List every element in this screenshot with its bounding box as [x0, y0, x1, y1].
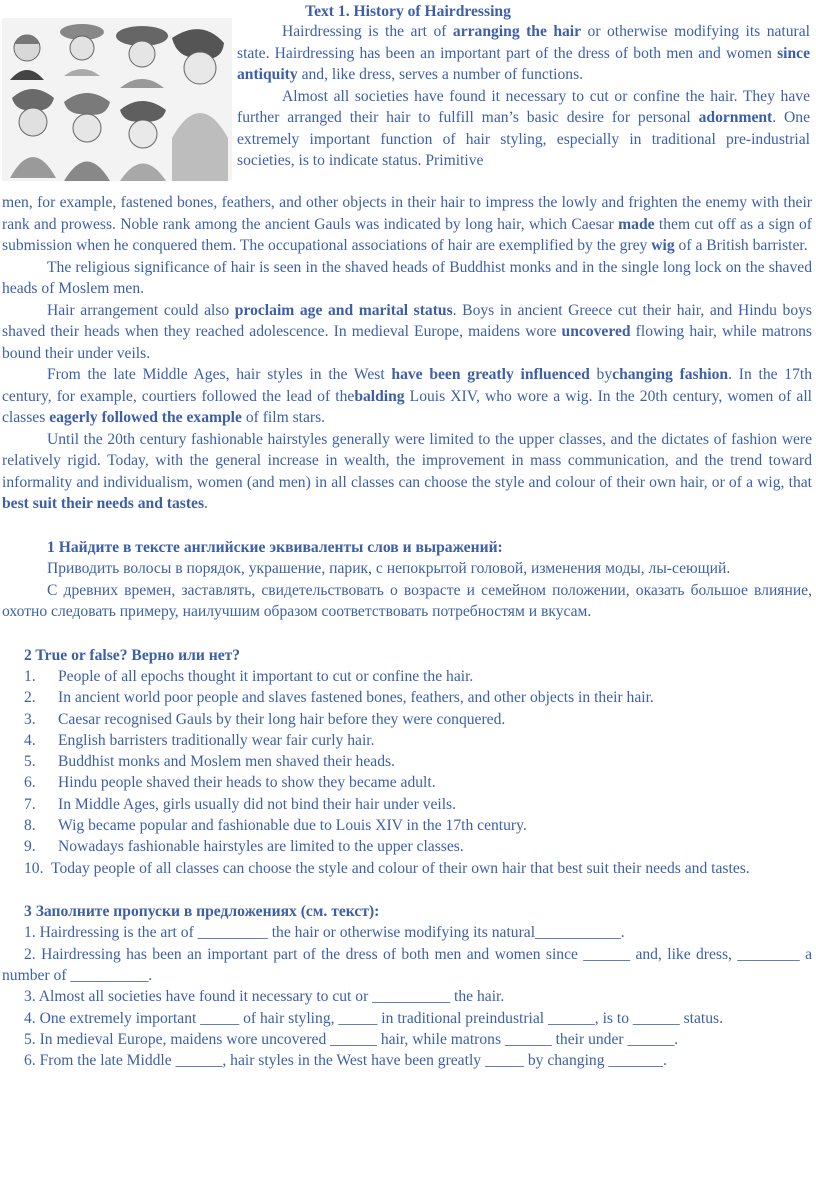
task-1-line-2: С древних времен, заставлять, свидетельствовать о возрасте и семейном положении, оказать большое влияние, охотно следовать примеру, наилучшим образом соответствовать потребностям и вкусам.: [2, 581, 812, 620]
list-item: 5. Buddhist monks and Moslem men shaved their heads.: [24, 753, 395, 771]
paragraph-4: Hair arrangement could also proclaim age and marital status. Boys in ancient Greece cut their hair, and Hindu boys shaved their heads when they reached adolescence. In medieval Europe, maidens wore uncovered flowing hair, while matrons bound their under veils.: [2, 301, 812, 362]
task-2-heading: 2 True or false? Верно или нет?: [24, 646, 241, 664]
task-3-heading: 3 Заполните пропуски в предложениях (см. текст):: [24, 902, 380, 920]
list-item: 5. In medieval Europe, maidens wore uncovered ______ hair, while matrons ______ their under ______.: [24, 1030, 679, 1048]
list-item: 4. One extremely important _____ of hair styling, _____ in traditional preindustrial ______, is to ______ status.: [24, 1009, 724, 1027]
list-item: 9. Nowadays fashionable hairstyles are limited to the upper classes.: [24, 838, 464, 856]
paragraph-1: Hairdressing is the art of arranging the hair or otherwise modifying its natural state. Hairdressing has been an important part of the dress of both men and women since antiquity and, like dress, serves a number of functions.: [237, 23, 811, 83]
list-item: 3. Caesar recognised Gauls by their long hair before they were conquered.: [24, 710, 506, 728]
task-3-list: [2, 922, 812, 1071]
list-item: 4. English barristers traditionally wear fair curly hair.: [24, 731, 375, 749]
paragraph-2: Almost all societies have found it necessary to cut or confine the hair. They have further arranged their hair to fulfill man’s basic desire for personal adornment. One extremely important function of hair styling, especially in traditional pre-industrial societies, is to indicate status. Primitive: [237, 87, 811, 169]
task-2-list: [2, 666, 812, 879]
list-item: 10. Today people of all classes can choose the style and colour of their own hair that best suit their needs and tastes.: [24, 859, 750, 877]
text-wrapped-column: [237, 21, 810, 172]
list-item: 1. People of all epochs thought it important to cut or confine the hair.: [24, 668, 474, 685]
paragraph-5: From the late Middle Ages, hair styles in the West have been greatly influenced bychanging fashion. In the 17th century, for example, courtiers followed the lead of thebalding Louis XIV, who wore a wig. In the 20th century, women of all classes eagerly followed the example of film stars.: [2, 366, 813, 426]
hairstyles-illustration: [2, 18, 232, 181]
list-item: 1. Hairdressing is the art of _________ the hair or otherwise modifying its natural___________.: [24, 924, 625, 942]
list-item: 3. Almost all societies have found it necessary to cut or __________ the hair.: [24, 988, 505, 1006]
paragraph-3: The religious significance of hair is seen in the shaved heads of Buddhist monks and in the single long lock on the shaved heads of Moslem men.: [2, 258, 812, 297]
list-item: 8. Wig became popular and fashionable due to Louis XIV in the 17th century.: [24, 817, 527, 835]
list-item: 6. From the late Middle ______, hair styles in the West have been greatly _____ by changing _______.: [24, 1052, 667, 1070]
task-1-heading: 1 Найдите в тексте английские эквиваленты слов и выражений:: [47, 538, 503, 556]
list-item: 7. In Middle Ages, girls usually did not bind their hair under veils.: [24, 795, 457, 813]
list-item: 2. Hairdressing has been an important part of the dress of both men and women since ______ and, like dress, ________ a number of __________.: [2, 945, 812, 985]
paragraph-6: Until the 20th century fashionable hairstyles generally were limited to the upper classes, and the dictates of fashion were relatively rigid. Today, with the general increase in wealth, the improvement in mass communication, and the trend toward informality and individualism, women (and men) in all classes can choose the style and colour of their own hair, or of a wig, that best suit their needs and tastes.: [2, 430, 812, 512]
text-full-width: [2, 192, 812, 1072]
paragraph-2-continued: men, for example, fastened bones, feathers, and other objects in their hair to impress the lowly and frighten the enemy with their rank and prowess. Noble rank among the ancient Gauls was indicated by long hair, which Caesar made them cut off as a sign of submission when he conquered them. The occupational associations of hair are exemplified by the grey wig of a British barrister.: [2, 194, 812, 254]
list-item: 2. In ancient world poor people and slaves fastened bones, feathers, and other objects in their hair.: [24, 689, 654, 707]
text-title: Text 1. History of Hairdressing: [305, 3, 511, 20]
task-1-line-1: Приводить волосы в порядок, украшение, парик, с непокрытой головой, изменения моды, лы-сеющий.: [47, 560, 731, 577]
list-item: 6. Hindu people shaved their heads to show they became adult.: [24, 774, 436, 792]
